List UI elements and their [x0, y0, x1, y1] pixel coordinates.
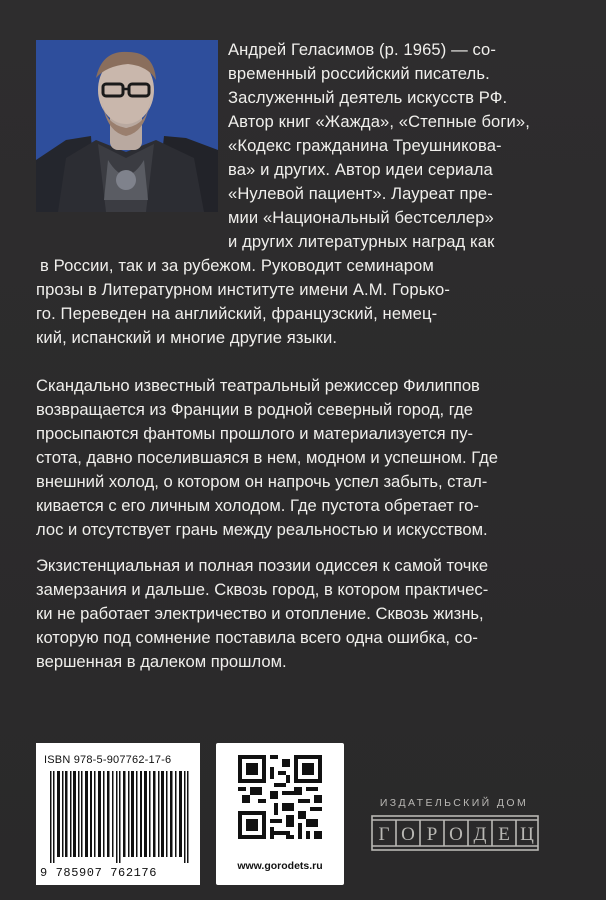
logo-letter: Р	[426, 824, 438, 845]
logo-letter: Е	[498, 824, 510, 845]
synopsis-line: замерзания и дальше. Сквозь город, в котором практичес-	[36, 580, 489, 599]
author-bio-line: и других литературных наград как	[228, 232, 495, 251]
synopsis-line: внешний холод, о котором он напрочь успел забыть, стал-	[36, 472, 488, 491]
synopsis-line: лос и отсутствует грань между реальностью и искусством.	[36, 520, 488, 539]
synopsis-line: просыпаются фантомы прошлого и материализуется пу-	[36, 424, 474, 443]
author-bio-line: Автор книг «Жажда», «Степные боги»,	[228, 112, 530, 131]
logo-letter: Ц	[520, 824, 534, 845]
isbn-barcode-label	[36, 743, 200, 885]
publisher-logo	[370, 813, 540, 853]
synopsis-line: Экзистенциальная и полная поэзии одиссея к самой точке	[36, 556, 489, 575]
qr-code-label	[216, 743, 344, 885]
author-bio-line: кий, испанский и многие другие языки.	[36, 328, 338, 347]
qr-code-icon	[238, 755, 322, 839]
synopsis-line: которую под сомнение поставила всего одна ошибка, со-	[36, 628, 478, 647]
isbn-number: ISBN 978-5-907762-17-6	[44, 754, 172, 766]
author-portrait-illustration	[36, 40, 218, 212]
author-bio-line: мии «Национальный бестселлер»	[228, 208, 494, 227]
publisher-label: ИЗДАТЕЛЬСКИЙ ДОМ	[379, 797, 529, 809]
synopsis-line: Скандально известный театральный режиссер Филиппов	[36, 376, 480, 395]
author-bio-line: го. Переведен на английский, французский, немец-	[36, 304, 438, 323]
author-bio-line: временный российский писатель.	[228, 64, 490, 83]
author-bio-line: в России, так и за рубежом. Руководит семинаром	[40, 256, 434, 275]
synopsis-line: вершенная в далеком прошлом.	[36, 652, 287, 671]
author-bio-line: Заслуженный деятель искусств РФ.	[228, 88, 508, 107]
logo-letter: О	[401, 824, 415, 845]
publisher-website: www.gorodets.ru	[237, 860, 323, 872]
author-bio-line: «Кодекс гражданина Треушникова-	[228, 136, 502, 155]
synopsis-line: кивается с его личным холодом. Где пустота обретает го-	[36, 496, 479, 515]
author-photo	[36, 40, 218, 212]
author-bio-line: Андрей Геласимов (р. 1965) — со-	[228, 40, 497, 59]
author-bio-line: ва» и других. Автор идеи сериала	[228, 160, 493, 179]
synopsis-line: ки не работает электричество и отопление. Сквозь жизнь,	[36, 604, 484, 623]
author-bio-line: «Нулевой пациент». Лауреат пре-	[228, 184, 493, 203]
logo-letter: Д	[473, 824, 487, 845]
synopsis-line: стота, давно поселившаяся в нем, модном и успешном. Где	[36, 448, 498, 467]
logo-letter: Г	[378, 824, 390, 845]
author-bio-line: прозы в Литературном институте имени А.М. Горько-	[36, 280, 450, 299]
barcode-digits: 9 785907 762176	[40, 866, 158, 880]
barcode-icon	[50, 771, 190, 863]
synopsis-line: возвращается из Франции в родной северный город, где	[36, 400, 473, 419]
logo-letter: О	[449, 824, 463, 845]
